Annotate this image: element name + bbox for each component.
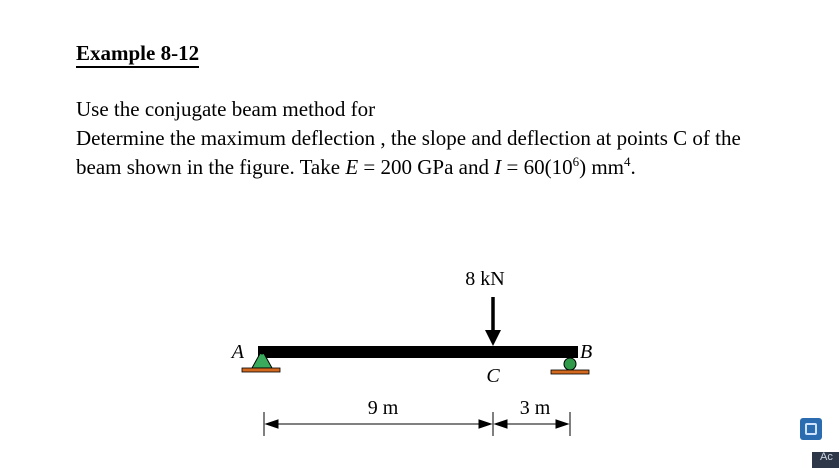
problem-line-3-end: . — [630, 155, 636, 179]
taskbar-corner-text: Ac — [820, 451, 833, 463]
point-c-label: C — [486, 365, 500, 387]
load-arrow — [485, 297, 501, 346]
point-a-label: A — [231, 341, 244, 363]
problem-line-1: Use the conjugate beam method for — [76, 97, 376, 121]
inertia-unit: ) mm — [579, 155, 625, 179]
app-tray-icon[interactable] — [800, 418, 822, 440]
problem-line-3-text: beam shown in the figure. Take — [76, 155, 346, 179]
modulus-value: = 200 GPa and — [358, 155, 495, 179]
inertia-unit-exponent: 4 — [624, 154, 631, 169]
modulus-symbol: E — [345, 155, 359, 179]
inertia-exponent: 6 — [572, 154, 580, 169]
inertia-symbol: I — [494, 155, 502, 179]
point-b-label: B — [580, 341, 593, 363]
problem-line-2: Determine the maximum deflection , the slope and deflection at points C of the — [76, 126, 741, 150]
example-title: Example 8-12 — [76, 40, 199, 68]
load-label: 8 kN — [465, 268, 505, 290]
span-ac-label: 9 m — [367, 397, 399, 419]
inertia-value: = 60(10 — [501, 155, 573, 179]
span-cb-label: 3 m — [519, 397, 551, 419]
beam — [258, 346, 578, 358]
